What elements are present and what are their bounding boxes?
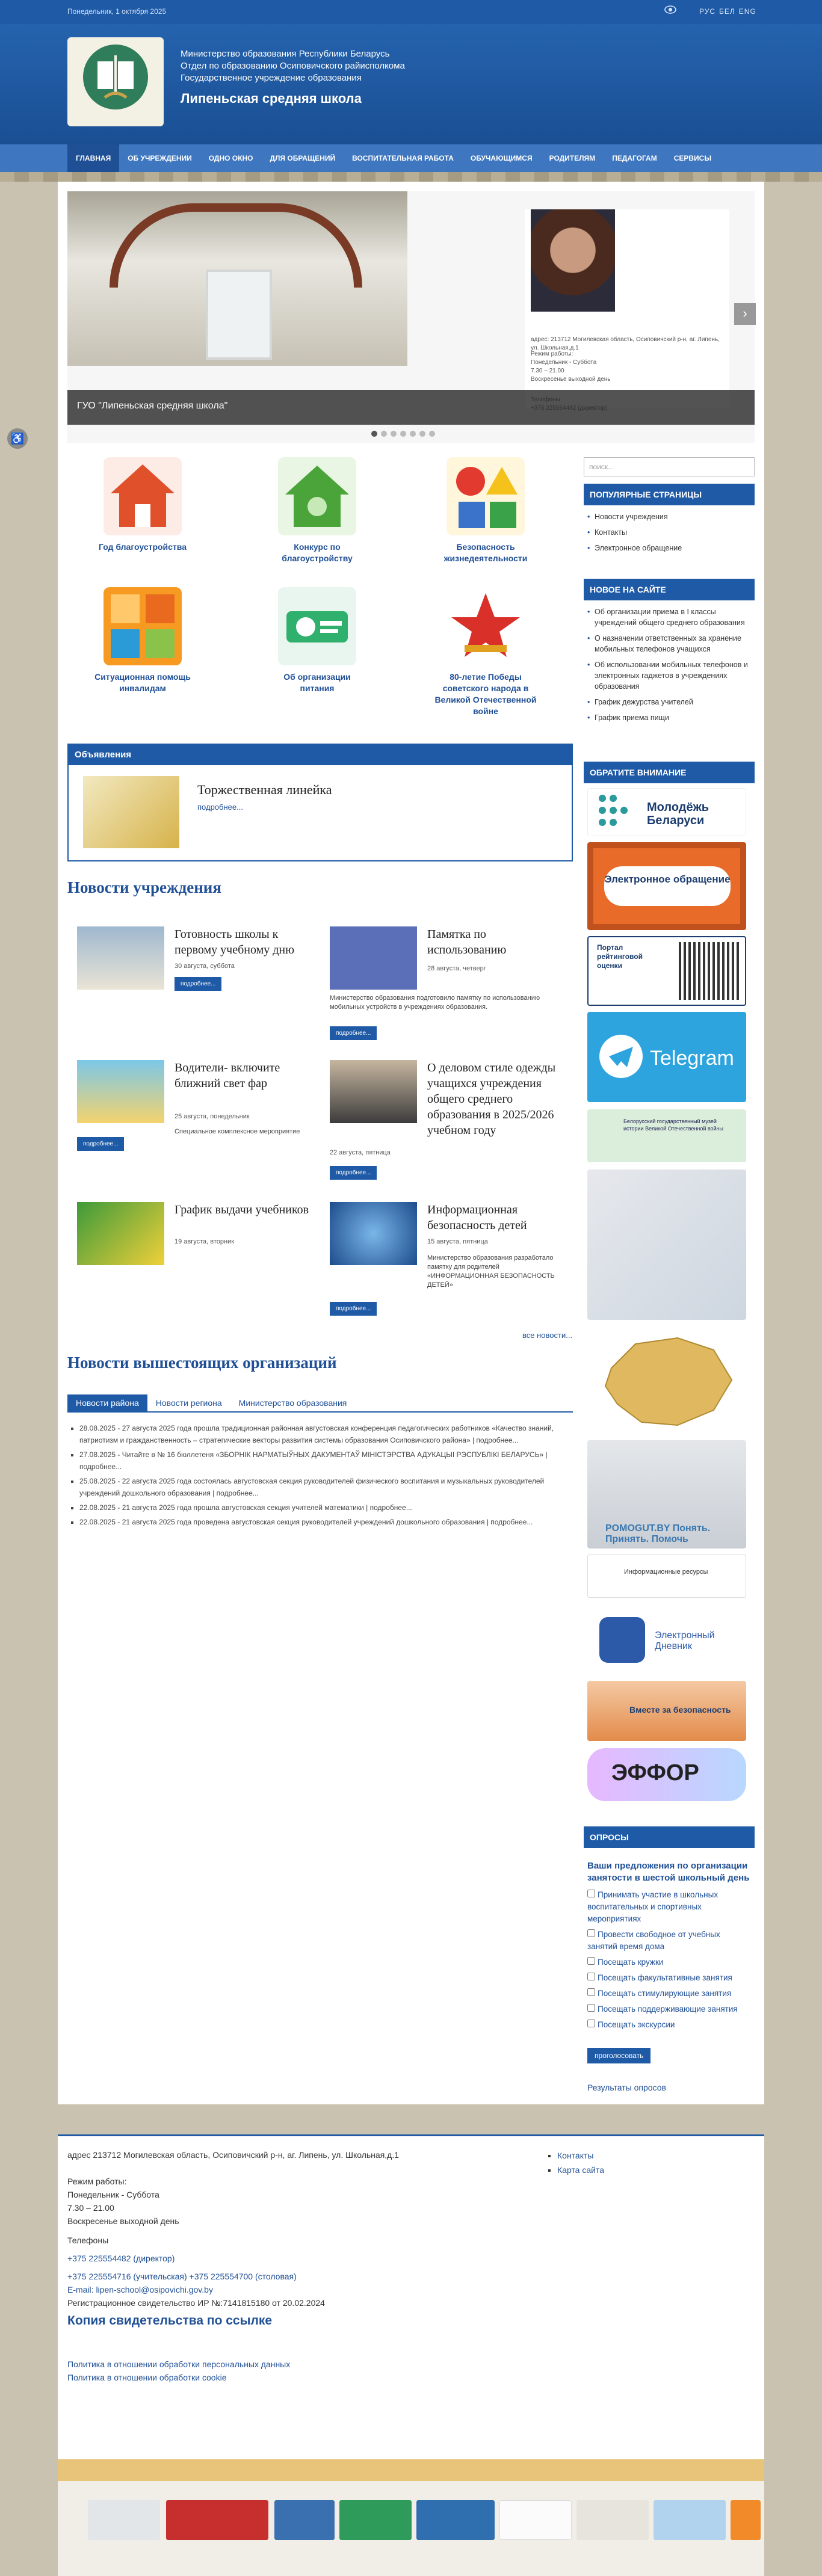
- school-photo: [67, 191, 407, 366]
- poll-option-label: Посещать стимулирующие занятия: [598, 1989, 732, 1998]
- poll-option-label: Посещать поддерживающие занятия: [598, 2004, 738, 2014]
- school-logo[interactable]: [67, 37, 164, 126]
- certificate-link[interactable]: Копия свидетельства по ссылке: [67, 2314, 273, 2328]
- current-date: Понедельник, 1 октября 2025: [67, 7, 167, 16]
- nav-teachers[interactable]: ПЕДАГОГАМ: [612, 154, 657, 162]
- slider-dot[interactable]: [381, 431, 387, 437]
- news-item: [320, 926, 573, 1041]
- main-nav: [0, 144, 822, 172]
- news-description: Министерство образования подготовило памятку по использованию мобильных устройств в учреждениях образования.: [330, 994, 540, 1011]
- org-news-item[interactable]: ▪ 22.08.2025 - 21 августа 2025 года проведена августовская секция руководителей учреждений дошкольного образования | подробнее...: [79, 1516, 561, 1528]
- info-resources-banner[interactable]: [587, 1555, 746, 1598]
- house-icon: [104, 457, 182, 535]
- youth-banner[interactable]: [587, 788, 746, 836]
- hours-line: 7.30 – 21.00: [531, 368, 564, 374]
- next-slide-arrow-icon[interactable]: ›: [734, 303, 756, 325]
- news-thumbnail[interactable]: [77, 926, 164, 990]
- news-item: [320, 1202, 573, 1322]
- e-appeal-banner[interactable]: [587, 842, 746, 930]
- slide-hours: [531, 350, 723, 384]
- poll-option-label: Провести свободное от учебных занятий время дома: [587, 1930, 720, 1951]
- poll-option[interactable]: [587, 1972, 750, 1984]
- news-title[interactable]: График выдачи учебников: [175, 1203, 309, 1216]
- sidebar-link[interactable]: • Электронное обращение: [584, 540, 755, 556]
- lang-rus[interactable]: РУС: [699, 7, 716, 16]
- tile-label: Об организации питания: [283, 672, 351, 693]
- news-title[interactable]: Информационная безопасность детей: [427, 1203, 527, 1232]
- top-bar: [0, 0, 822, 24]
- slider: [67, 191, 755, 443]
- slider-dots: [371, 431, 435, 437]
- hours-line: Режим работы:: [531, 351, 573, 357]
- news-description: Министерство образования разработало памятку для родителей «ИНФОРМАЦИОННАЯ БЕЗОПАСНОСТЬ ДЕТЕЙ»: [427, 1254, 555, 1289]
- ministry-line: Министерство образования Республики Беларусь: [181, 49, 390, 59]
- slider-dot[interactable]: [371, 431, 377, 437]
- footer-hours-line: Понедельник - Суббота: [67, 2190, 159, 2199]
- green-house-icon: [278, 457, 356, 535]
- school-meals-icon: [278, 587, 356, 665]
- eye-icon[interactable]: [664, 5, 678, 16]
- tile-school-meals[interactable]: [266, 587, 368, 694]
- poll-checkbox[interactable]: [587, 1973, 595, 1980]
- sidebar-link[interactable]: • Об организации приема в I классы учреждений общего среднего образования: [584, 604, 755, 630]
- footer-contacts: [67, 2148, 489, 2384]
- poll-checkbox[interactable]: [587, 1988, 595, 1996]
- footer-hours-line: Воскресенье выходной день: [67, 2216, 179, 2226]
- sidebar-link[interactable]: • Контакты: [584, 525, 755, 540]
- nav-about[interactable]: ОБ УЧРЕЖДЕНИИ: [128, 154, 192, 162]
- org-news-item[interactable]: ▪ 25.08.2025 - 22 августа 2025 года состоялась августовская секция руководителей физического воспитания и музыкальных руководителей учреждений дошкольного образования | подробнее...: [79, 1475, 561, 1499]
- news-thumbnail[interactable]: [330, 1060, 417, 1123]
- footer-phone-link[interactable]: +375 225554716 (учительская) +375 225554700 (столовая): [67, 2272, 297, 2281]
- partner-logo[interactable]: [339, 2500, 412, 2540]
- poll-option-label: Принимать участие в школьных воспитательных и спортивных мероприятиях: [587, 1890, 718, 1923]
- partner-logo[interactable]: [576, 2500, 649, 2540]
- news-date: 15 августа, пятница: [427, 1238, 488, 1245]
- slider-dot[interactable]: [400, 431, 406, 437]
- nav-services[interactable]: СЕРВИСЫ: [673, 154, 712, 162]
- poll-checkbox[interactable]: [587, 1929, 595, 1937]
- institution-line: Государственное учреждение образования: [181, 73, 362, 83]
- e-diary-banner[interactable]: [587, 1610, 746, 1670]
- news-item: [67, 926, 320, 999]
- footer-address: адрес 213712 Могилевская область, Осиповичский р-н, аг. Липень, ул. Школьная,д.1: [67, 2150, 400, 2160]
- news-title[interactable]: О деловом стиле одежды учащихся учреждения общего среднего образования в 2025/2026 учебном году: [427, 1061, 556, 1137]
- banner-label: Белорусский государственный музей истории Великой Отечественной войны: [623, 1118, 724, 1132]
- sidebar-link[interactable]: • Новости учреждения: [584, 509, 755, 525]
- popular-pages-list: [584, 509, 755, 556]
- poll-question: Ваши предложения по организации занятости в шестой школьный день: [587, 1861, 750, 1883]
- cookie-policy-link[interactable]: Политика в отношении обработки cookie: [67, 2373, 227, 2382]
- news-item: [67, 1060, 320, 1150]
- banner-label: Telegram: [650, 1047, 734, 1070]
- polls-title: ОПРОСЫ: [584, 1826, 755, 1848]
- news-more-button[interactable]: подробнее...: [330, 1026, 377, 1040]
- banner-label: Информационные ресурсы: [624, 1568, 708, 1576]
- news-date: 19 августа, вторник: [175, 1238, 235, 1245]
- slide-contact-card: [525, 209, 729, 408]
- site-footer: [58, 2134, 764, 2459]
- language-switcher: [699, 7, 760, 16]
- news-more-button[interactable]: подробнее...: [175, 977, 221, 991]
- news-description: Специальное комплексное мероприятие: [175, 1128, 300, 1135]
- tile-disability-help[interactable]: [91, 587, 194, 694]
- safety-signs-icon: [447, 457, 525, 535]
- poll-option-label: Посещать факультативные занятия: [598, 1973, 732, 1982]
- safety-banner[interactable]: [587, 1681, 746, 1741]
- tab-ministry[interactable]: Министерство образования: [238, 1398, 347, 1408]
- org-news-item[interactable]: ▪ 27.08.2025 - Читайте в № 16 бюллетеня «ЗБОРНІК НАРМАТЫЎНЫХ ДАКУМЕНТАЎ МІНІСТЭРСТВА АДУКАЦЫІ РЭСПУБЛІКІ БЕЛАРУСЬ» | подробнее...: [79, 1449, 561, 1473]
- org-news-heading: Новости вышестоящих организаций: [67, 1354, 337, 1372]
- poll-checkbox[interactable]: [587, 2020, 595, 2027]
- announcements-title: Объявления: [69, 745, 572, 765]
- hours-line: Понедельник - Суббота: [531, 359, 597, 366]
- accessibility-board-icon: [104, 587, 182, 665]
- banner-label: Электронное обращение: [604, 866, 731, 906]
- rating-portal-banner[interactable]: [587, 936, 746, 1006]
- slider-dot[interactable]: [391, 431, 397, 437]
- org-news-item[interactable]: ▪ 22.08.2025 - 21 августа 2025 года прошла августовская секция учителей математики | подробнее...: [79, 1502, 561, 1514]
- news-date: 28 августа, четверг: [427, 965, 486, 972]
- book-icon: [599, 1617, 645, 1663]
- partner-logo[interactable]: [654, 2500, 726, 2540]
- news-date: 25 августа, понедельник: [175, 1113, 250, 1120]
- sidebar-link[interactable]: • Об использовании мобильных телефонов и электронных гаджетов в учреждениях образования: [584, 657, 755, 694]
- poll-option[interactable]: [587, 2019, 750, 2031]
- accessibility-icon[interactable]: ♿: [7, 428, 28, 449]
- new-on-site-title: НОВОЕ НА САЙТЕ: [584, 579, 755, 600]
- site-header: [0, 24, 822, 144]
- poll-form: [587, 1860, 750, 2035]
- announcement-more-link[interactable]: подробнее...: [197, 803, 243, 812]
- poll-option[interactable]: [587, 1929, 750, 1953]
- poll-checkbox[interactable]: [587, 1957, 595, 1965]
- news-thumbnail[interactable]: [330, 1202, 417, 1265]
- footer-registration: Регистрационное свидетельство ИР №:7141815180 от 20.02.2024: [67, 2298, 325, 2308]
- banner-label: POMOGUT.BY Понять. Принять. Помочь: [605, 1523, 711, 1544]
- news-thumbnail[interactable]: [330, 926, 417, 990]
- all-news-link[interactable]: все новости...: [522, 1331, 573, 1340]
- tile-label: Ситуационная помощь инвалидам: [94, 672, 191, 693]
- news-item: [320, 1060, 573, 1186]
- tile-life-safety[interactable]: [434, 457, 537, 564]
- news-more-button[interactable]: подробнее...: [330, 1166, 377, 1180]
- tab-region-news[interactable]: Новости региона: [155, 1398, 222, 1408]
- partner-logo[interactable]: [166, 2500, 268, 2540]
- news-title[interactable]: Водители- включите ближний свет фар: [175, 1061, 280, 1090]
- museum-banner[interactable]: [587, 1109, 746, 1162]
- footer-hours-title: Режим работы:: [67, 2177, 127, 2186]
- banner-label: Портал рейтинговой оценки: [597, 943, 643, 970]
- partner-logo[interactable]: [274, 2500, 335, 2540]
- org-news-tabs: [67, 1394, 573, 1413]
- search-input[interactable]: поиск...: [584, 457, 755, 476]
- nav-one-window[interactable]: ОДНО ОКНО: [208, 154, 253, 162]
- slide-caption: ГУО "Липеньская средняя школа": [67, 390, 755, 425]
- partner-logo[interactable]: [88, 2500, 160, 2540]
- map-banner[interactable]: [587, 1169, 746, 1320]
- poll-results-link[interactable]: Результаты опросов: [587, 2083, 666, 2092]
- director-portrait: [531, 209, 615, 312]
- tile-label: Год благоустройства: [98, 542, 187, 552]
- tile-improvement-contest[interactable]: [266, 457, 368, 564]
- decorative-stripe: [0, 172, 822, 182]
- banner-label: Молодёжь Беларуси: [647, 801, 709, 827]
- announcements-block: [67, 744, 573, 861]
- entrance-door: [206, 270, 272, 360]
- nav-parents[interactable]: РОДИТЕЛЯМ: [549, 154, 596, 162]
- tab-district-news[interactable]: Новости района: [67, 1394, 147, 1411]
- slider-dot[interactable]: [429, 431, 435, 437]
- header-titles: [181, 48, 405, 105]
- partner-logo[interactable]: [416, 2500, 495, 2540]
- news-thumbnail[interactable]: [77, 1202, 164, 1265]
- poll-option-label: Посещать экскурсии: [598, 2020, 675, 2029]
- news-title[interactable]: Готовность школы к первому учебному дню: [175, 928, 295, 957]
- footer-links: [557, 2148, 604, 2177]
- banner-label: Вместе за безопасность: [629, 1705, 731, 1715]
- privacy-policy-link[interactable]: Политика в отношении обработки персональных данных: [67, 2359, 291, 2369]
- org-news-item[interactable]: ▪ 28.08.2025 - 27 августа 2025 года прошла традиционная районная августовская конференция педагогических работников «Качество знаний, патриотизм и гражданственность – стратегические векторы развития системы образования Осиповичского района» | подробнее...: [79, 1422, 561, 1446]
- banner-label: ЭФФОР: [611, 1760, 699, 1786]
- partners-bar: [58, 2459, 764, 2481]
- tile-victory-80[interactable]: [434, 587, 537, 717]
- sidebar-link[interactable]: • График приема пищи: [584, 710, 755, 726]
- poll-checkbox[interactable]: [587, 1890, 595, 1897]
- poll-option[interactable]: [587, 1956, 750, 1968]
- nav-upbringing[interactable]: ВОСПИТАТЕЛЬНАЯ РАБОТА: [352, 154, 454, 162]
- news-date: 30 августа, суббота: [175, 963, 235, 970]
- banner-label: Электронный Дневник: [655, 1630, 715, 1651]
- poll-checkbox[interactable]: [587, 2004, 595, 2012]
- partner-logos: [58, 2481, 764, 2576]
- slider-dot[interactable]: [419, 431, 425, 437]
- pomogut-banner[interactable]: [587, 1440, 746, 1548]
- sidebar-link[interactable]: • О назначении ответственных за хранение мобильных телефонов учащихся: [584, 630, 755, 657]
- belarus-map-banner[interactable]: [587, 1326, 746, 1434]
- tile-label: 80-летие Победы советского народа в Великой Отечественной войне: [434, 672, 537, 716]
- hours-line: Воскресенье выходной день: [531, 376, 611, 383]
- footer-phones-title: Телефоны: [67, 2236, 109, 2245]
- poll-option[interactable]: [587, 1889, 750, 1925]
- tile-label: Конкурс по благоустройству: [282, 542, 353, 563]
- announcement-title[interactable]: Торжественная линейка: [197, 782, 332, 797]
- attention-title: ОБРАТИТЕ ВНИМАНИЕ: [584, 762, 755, 783]
- department-line: Отдел по образованию Осиповичского райисполкома: [181, 61, 405, 71]
- slider-dot[interactable]: [410, 431, 416, 437]
- news-more-button[interactable]: подробнее...: [77, 1137, 124, 1151]
- footer-sitemap-link[interactable]: Карта сайта: [557, 2165, 604, 2175]
- vote-button[interactable]: проголосовать: [587, 2048, 650, 2063]
- footer-contacts-link[interactable]: Контакты: [557, 2151, 594, 2160]
- new-on-site-list: [584, 604, 755, 726]
- poll-option[interactable]: [587, 2003, 750, 2015]
- news-title[interactable]: Памятка по использованию: [427, 928, 507, 957]
- footer-email-link[interactable]: E-mail: lipen-school@osipovichi.gov.by: [67, 2285, 213, 2294]
- effor-banner[interactable]: [587, 1748, 746, 1801]
- lang-eng[interactable]: ENG: [738, 7, 756, 16]
- news-more-button[interactable]: подробнее...: [330, 1302, 377, 1316]
- lang-bel[interactable]: БЕЛ: [719, 7, 735, 16]
- footer-phone-link[interactable]: +375 225554482 (директор): [67, 2254, 175, 2263]
- slide-address: адрес: 213712 Могилевская область, Осиповичский р-н, аг. Липень, ул. Школьная,д.1: [531, 336, 720, 351]
- partner-logo[interactable]: [499, 2500, 572, 2540]
- poll-option-label: Посещать кружки: [598, 1958, 664, 1967]
- popular-pages-title: ПОПУЛЯРНЫЕ СТРАНИЦЫ: [584, 484, 755, 505]
- nav-home[interactable]: ГЛАВНАЯ: [67, 144, 119, 172]
- news-date: 22 августа, пятница: [330, 1149, 391, 1156]
- school-name[interactable]: Липеньская средняя школа: [181, 91, 362, 106]
- news-heading: Новости учреждения: [67, 878, 221, 896]
- tile-improvement-year[interactable]: [91, 457, 194, 553]
- qr-code-icon: [679, 942, 739, 1000]
- announcement-image[interactable]: [83, 776, 179, 848]
- org-news-list: [79, 1422, 561, 1530]
- sidebar-link[interactable]: • График дежурства учителей: [584, 694, 755, 710]
- news-item: [67, 1202, 320, 1268]
- nav-appeals[interactable]: ДЛЯ ОБРАЩЕНИЙ: [270, 154, 336, 162]
- news-thumbnail[interactable]: [77, 1060, 164, 1123]
- poll-option[interactable]: [587, 1988, 750, 2000]
- nav-students[interactable]: ОБУЧАЮЩИМСЯ: [470, 154, 533, 162]
- partner-logo[interactable]: [731, 2500, 761, 2540]
- footer-hours-line: 7.30 – 21.00: [67, 2203, 114, 2213]
- victory-star-icon: [447, 587, 525, 665]
- telegram-banner[interactable]: [587, 1012, 746, 1102]
- tile-label: Безопасность жизнедеятельности: [443, 542, 528, 563]
